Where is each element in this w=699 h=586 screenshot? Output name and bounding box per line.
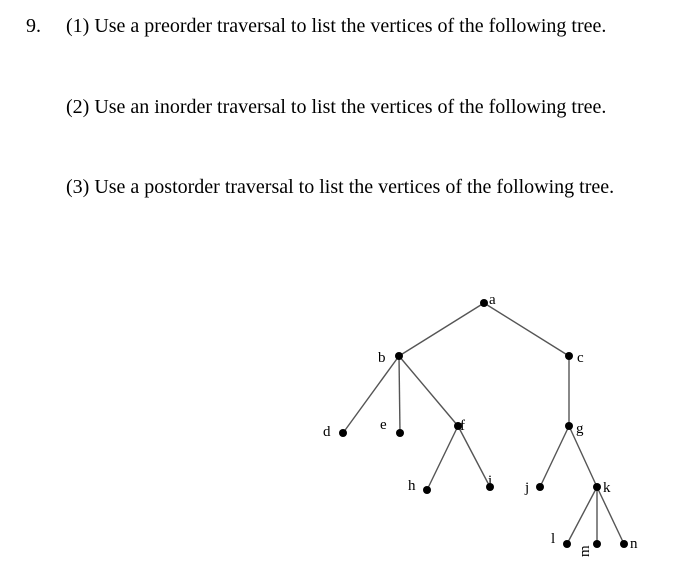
edge-b-d <box>343 356 399 433</box>
vertex-label-k: k <box>603 480 611 496</box>
vertex-label-g: g <box>576 421 584 437</box>
vertex-label-c: c <box>577 350 584 366</box>
edge-f-h <box>427 426 458 490</box>
vertex-h <box>423 486 431 494</box>
vertex-e <box>396 429 404 437</box>
question-part-1: (1) Use a preorder traversal to list the vertices of the following tree. <box>66 15 607 37</box>
edge-b-e <box>399 356 400 433</box>
vertex-m <box>593 540 601 548</box>
vertex-n <box>620 540 628 548</box>
question-part-3: (3) Use a postorder traversal to list the vertices of the following tree. <box>66 176 615 198</box>
question-number: 9. <box>26 15 41 37</box>
vertex-label-m: m <box>577 545 593 557</box>
vertex-label-f: f <box>460 418 465 434</box>
edge-g-j <box>540 426 569 487</box>
vertex-label-b: b <box>378 350 386 366</box>
vertex-label-n: n <box>630 536 638 552</box>
vertex-j <box>536 483 544 491</box>
edge-a-b <box>399 303 484 356</box>
edge-b-f <box>399 356 458 426</box>
vertex-label-e: e <box>380 417 387 433</box>
vertex-label-d: d <box>323 424 331 440</box>
vertex-label-h: h <box>408 478 416 494</box>
vertex-b <box>395 352 403 360</box>
question-part-2: (2) Use an inorder traversal to list the vertices of the following tree. <box>66 96 607 118</box>
vertex-g <box>565 422 573 430</box>
edge-k-l <box>567 487 597 544</box>
edge-a-c <box>484 303 569 356</box>
vertex-c <box>565 352 573 360</box>
tree-labels <box>323 292 638 557</box>
edge-f-i <box>458 426 493 489</box>
vertex-label-l: l <box>551 531 556 547</box>
vertex-l <box>563 540 571 548</box>
vertex-label-a: a <box>489 292 496 308</box>
vertex-a <box>480 299 488 307</box>
vertex-k <box>593 483 601 491</box>
vertex-label-i: i <box>488 473 493 489</box>
edge-k-n <box>597 487 624 544</box>
vertex-label-j: j <box>525 480 530 496</box>
vertex-d <box>339 429 347 437</box>
